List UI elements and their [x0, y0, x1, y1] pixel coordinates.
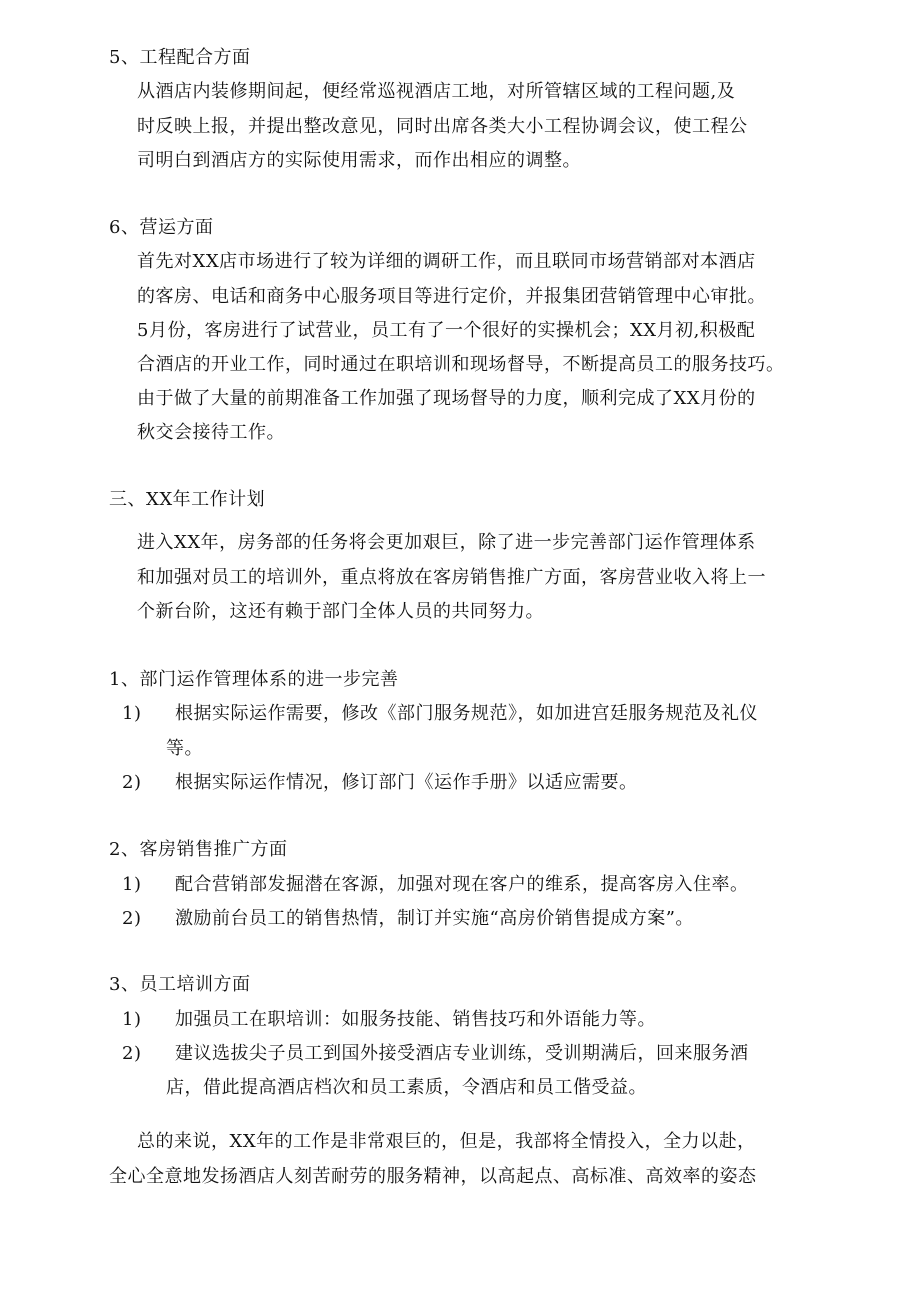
list-item-text: 建议选拔尖子员工到国外接受酒店专业训练，受训期满后，回来服务酒 [175, 1043, 749, 1064]
list-item-number: 1) [122, 1009, 142, 1030]
list-item-text: 加强员工在职培训：如服务技能、销售技巧和外语能力等。 [175, 1009, 656, 1030]
paragraph-line: 时反映上报，并提出整改意见，同时出席各类大小工程协调会议，使工程公 [137, 116, 748, 137]
paragraph-line: 的客房、电话和商务中心服务项目等进行定价，并报集团营销管理中心审批。 [137, 286, 766, 307]
list-item-text: 店，借此提高酒店档次和员工素质，令酒店和员工偕受益。 [166, 1077, 647, 1098]
list-item-number: 1) [122, 703, 142, 724]
conclusion-line: 总的来说，XX年的工作是非常艰巨的，但是，我部将全情投入，全力以赴， [137, 1131, 756, 1152]
section-heading: 5、工程配合方面 [109, 47, 251, 68]
section-heading: 6、营运方面 [109, 217, 214, 238]
paragraph-line: 秋交会接待工作。 [137, 422, 285, 443]
list-item-text: 等。 [166, 738, 203, 759]
list-item-number: 2) [122, 1043, 142, 1064]
section-heading: 1、部门运作管理体系的进一步完善 [109, 669, 399, 690]
list-item-text: 根据实际运作情况，修订部门《运作手册》以适应需要。 [175, 772, 638, 793]
paragraph-line: 进入XX年，房务部的任务将会更加艰巨，除了进一步完善部门运作管理体系 [137, 532, 756, 553]
paragraph-line: 由于做了大量的前期准备工作加强了现场督导的力度，顺利完成了XX月份的 [137, 388, 756, 409]
conclusion-line: 全心全意地发扬酒店人刻苦耐劳的服务精神，以高起点、高标准、高效率的姿态 [109, 1166, 757, 1187]
list-item-number: 2) [122, 908, 142, 929]
paragraph-line: 首先对XX店市场进行了较为详细的调研工作，而且联同市场营销部对本酒店 [137, 251, 756, 272]
list-item-text: 根据实际运作需要，修改《部门服务规范》，如加进宫廷服务规范及礼仪 [175, 703, 758, 724]
paragraph-line: 和加强对员工的培训外，重点将放在客房销售推广方面，客房营业收入将上一 [137, 567, 766, 588]
paragraph-line: 5月份，客房进行了试营业，员工有了一个很好的实操机会；XX月初,积极配 [137, 320, 756, 341]
paragraph-line: 从酒店内装修期间起，便经常巡视酒店工地，对所管辖区域的工程问题,及 [137, 81, 736, 102]
section-heading: 2、客房销售推广方面 [109, 839, 288, 860]
list-item-number: 2) [122, 772, 142, 793]
paragraph-line: 司明白到酒店方的实际使用需求，而作出相应的调整。 [137, 150, 581, 171]
list-item-text: 配合营销部发掘潜在客源，加强对现在客户的维系，提高客房入住率。 [175, 874, 749, 895]
section-heading: 三、XX年工作计划 [109, 489, 266, 510]
list-item-number: 1) [122, 874, 142, 895]
section-heading: 3、员工培训方面 [109, 974, 251, 995]
paragraph-line: 个新台阶，这还有赖于部门全体人员的共同努力。 [137, 601, 544, 622]
list-item-text: 激励前台员工的销售热情，制订并实施“高房价销售提成方案”。 [175, 908, 694, 929]
paragraph-line: 合酒店的开业工作，同时通过在职培训和现场督导，不断提高员工的服务技巧。 [137, 354, 785, 375]
